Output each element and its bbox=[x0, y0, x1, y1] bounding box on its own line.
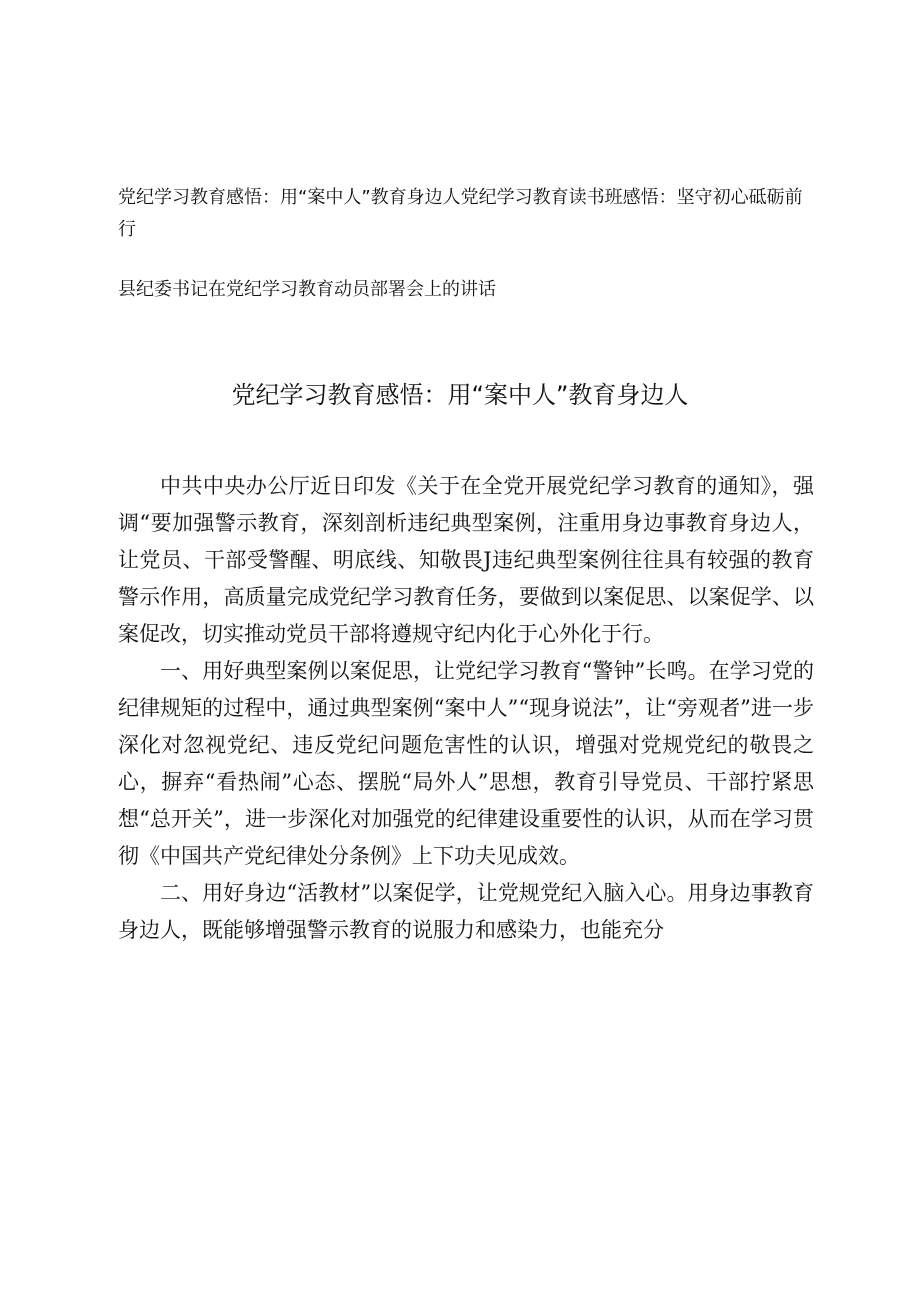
paragraph-section-2: 二、用好身边“活教材”以案促学，让党规党纪入脑入心。用身边事教育身边人，既能够增强警示教育的说服力和感染力，也能充分 bbox=[118, 881, 814, 942]
article-title: 党纪学习教育感悟：用“案中人”教育身边人 bbox=[231, 381, 689, 409]
toc-entry-1: 党纪学习教育感悟：用“案中人”教育身边人党纪学习教育读书班感悟：坚守初心砥砺前行 bbox=[118, 187, 803, 240]
article-body bbox=[118, 468, 814, 949]
paragraph-section-1: 一、用好典型案例以案促思，让党纪学习教育“警钟”长鸣。在学习党的纪律规矩的过程中，通过典型案例“案中人”“现身说法”，让“旁观者”进一步深化对忽视党纪、违反党纪问题危害性的认识，增强对党规党纪的敬畏之心，摒弃“看热闹”心态、摆脱“局外人”思想，教育引导党员、干部拧紧思想“总开关”，进一步深化对加强党的纪律建设重要性的认识，从而在学习贯彻《中国共产党纪律处分条例》上下功夫见成效。 bbox=[118, 659, 814, 868]
paragraph-intro: 中共中央办公厅近日印发《关于在全党开展党纪学习教育的通知》，强调“要加强警示教育，深刻剖析违纪典型案例，注重用身边事教育身边人，让党员、干部受警醒、明底线、知敬畏J违纪典型案例往往具有较强的教育警示作用，高质量完成党纪学习教育任务，要做到以案促思、以案促学、以案促改，切实推动党员干部将遵规守纪内化于心外化于行。 bbox=[118, 474, 814, 646]
toc-entry-2: 县纪委书记在党纪学习教育动员部署会上的讲话 bbox=[118, 279, 496, 300]
